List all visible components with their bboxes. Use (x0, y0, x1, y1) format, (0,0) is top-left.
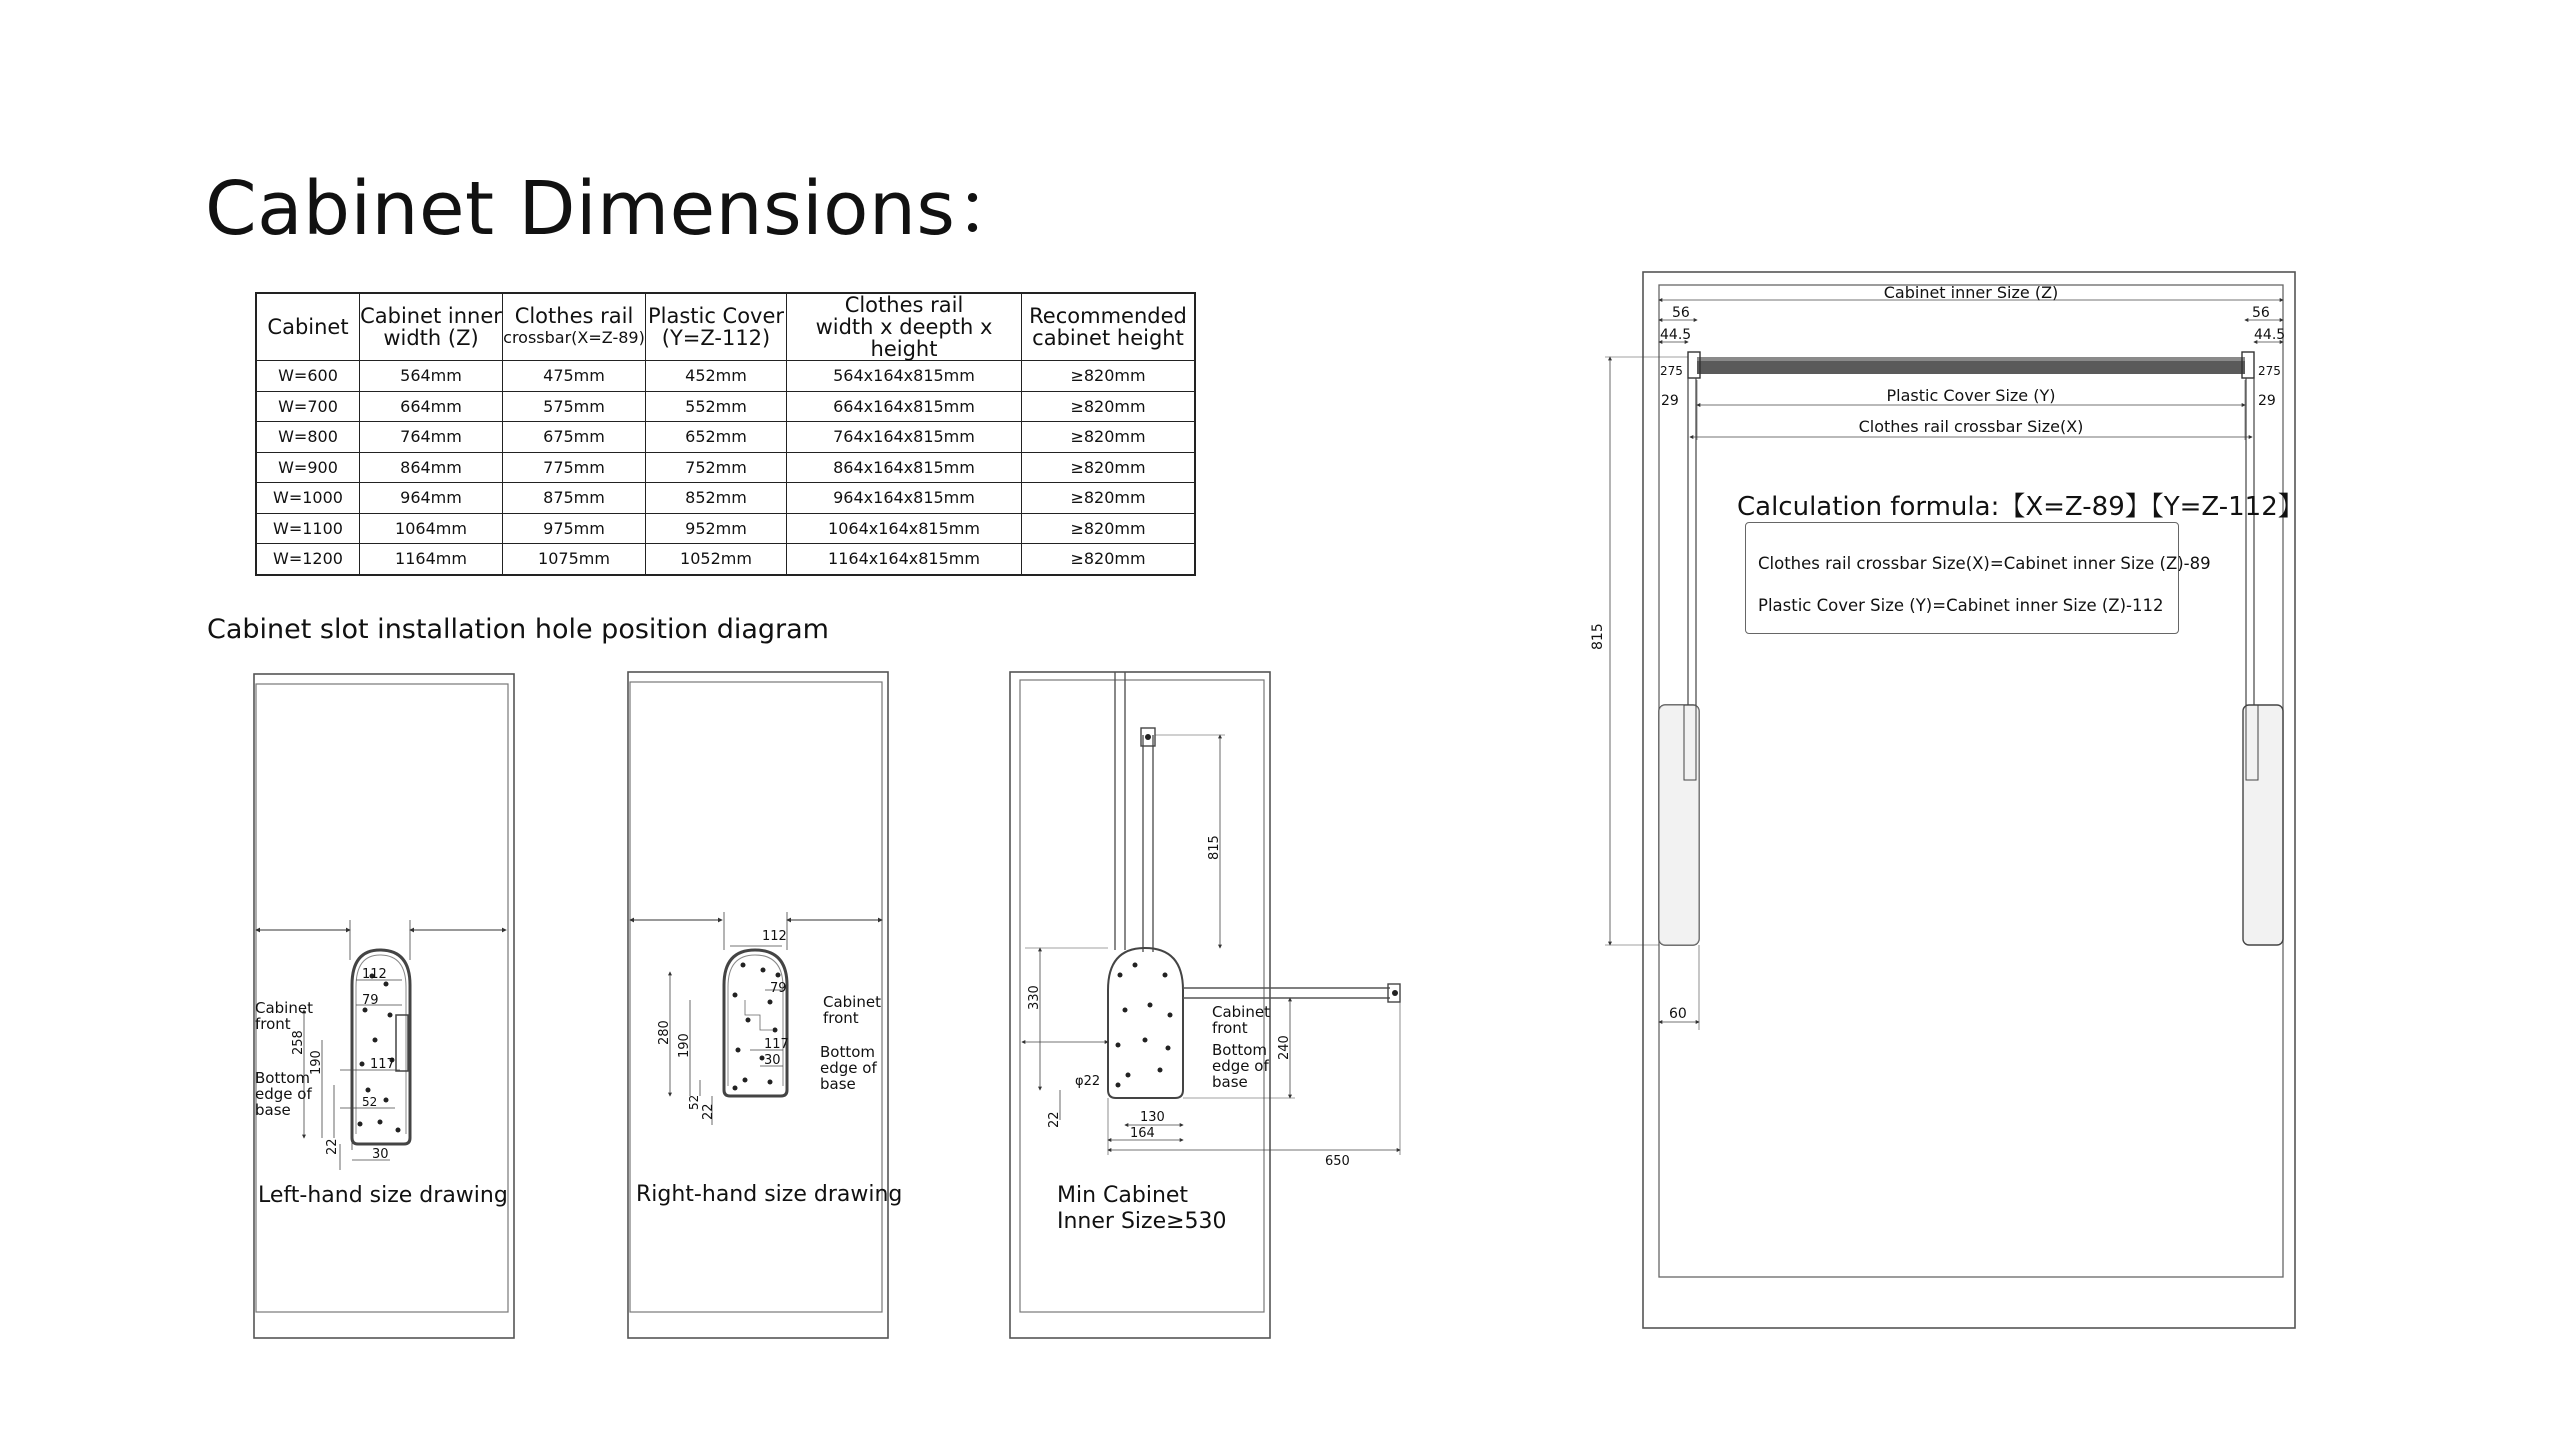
table-cell: 952mm (646, 513, 787, 544)
min-cabinet-front-label: Cabinet front (1212, 1003, 1270, 1037)
table-cell: 1064mm (360, 513, 503, 544)
section-subtitle: Cabinet slot installation hole position diagram (207, 614, 829, 645)
right-dim-22: 22 (701, 1103, 716, 1120)
calculation-formula: Calculation formula:【X=Z-89】【Y=Z-112】 (1737, 492, 2304, 522)
table-cell: W=1100 (256, 513, 360, 544)
table-cell: 1164x164x815mm (787, 544, 1022, 575)
table-cell: 964mm (360, 483, 503, 514)
table-cell: W=600 (256, 361, 360, 392)
min-caption-line1: Min Cabinet (1057, 1183, 1189, 1208)
left-dim-117: 117 (370, 1057, 395, 1072)
table-cell: W=1200 (256, 544, 360, 575)
left-hand-caption: Left-hand size drawing (258, 1183, 508, 1208)
table-cell: ≥820mm (1022, 391, 1196, 422)
table-cell: 475mm (503, 361, 646, 392)
table-cell: 1075mm (503, 544, 646, 575)
table-cell: 864mm (360, 452, 503, 483)
table-cell: W=800 (256, 422, 360, 453)
right-hand-caption: Right-hand size drawing (636, 1182, 903, 1207)
min-dim-330: 330 (1027, 985, 1042, 1010)
min-dim-164: 164 (1130, 1126, 1155, 1141)
table-cell: 975mm (503, 513, 646, 544)
table-cell: 664x164x815mm (787, 391, 1022, 422)
table-cell: 1052mm (646, 544, 787, 575)
table-cell: 875mm (503, 483, 646, 514)
min-caption-line2: Inner Size≥530 (1057, 1209, 1227, 1234)
right-cabinet-front-label: Cabinet front (823, 993, 881, 1027)
right-dim-52: 52 (687, 1094, 701, 1110)
dim-275-left: 275 (1660, 364, 1683, 378)
right-dim-112: 112 (762, 929, 787, 944)
left-dim-112: 112 (362, 967, 387, 982)
right-dim-190: 190 (677, 1033, 692, 1058)
formula-line-crossbar: Clothes rail crossbar Size(X)=Cabinet inner Size (Z)-89 (1758, 554, 2211, 573)
header-line2: crossbar(X=Z-89) (503, 328, 645, 347)
left-dim-30: 30 (372, 1147, 389, 1162)
left-dim-52: 52 (362, 1095, 378, 1109)
dim-29-left: 29 (1661, 393, 1679, 409)
dim-56-right: 56 (2252, 305, 2270, 321)
cabinet-inner-size-label: Cabinet inner Size (Z) (1883, 283, 2059, 302)
table-cell: W=1000 (256, 483, 360, 514)
table-cell: 864x164x815mm (787, 452, 1022, 483)
right-dim-280: 280 (657, 1020, 672, 1045)
header-line2: width (Z) (383, 326, 479, 350)
right-dim-117: 117 (764, 1037, 789, 1052)
dim-56-left: 56 (1672, 305, 1690, 321)
crossbar-size-label: Clothes rail crossbar Size(X) (1858, 417, 2084, 436)
table-cell: 564mm (360, 361, 503, 392)
header-line1: Cabinet inner (360, 304, 502, 328)
left-dim-190: 190 (309, 1050, 324, 1075)
cabinet-front-view (1590, 272, 2295, 1328)
table-cell: 964x164x815mm (787, 483, 1022, 514)
table-cell: 764x164x815mm (787, 422, 1022, 453)
left-dim-22: 22 (325, 1138, 340, 1155)
dim-44-5-left: 44.5 (1660, 327, 1692, 343)
table-cell: ≥820mm (1022, 513, 1196, 544)
right-dim-79: 79 (770, 981, 787, 996)
table-cell: 575mm (503, 391, 646, 422)
left-dim-79: 79 (362, 993, 379, 1008)
table-cell: ≥820mm (1022, 452, 1196, 483)
header-line2: cabinet height (1032, 326, 1184, 350)
min-dim-phi22: φ22 (1075, 1074, 1101, 1089)
formula-line-cover: Plastic Cover Size (Y)=Cabinet inner Size (Z)-112 (1758, 596, 2164, 615)
min-cabinet-drawing (1010, 672, 1400, 1338)
left-cabinet-front-label: Cabinet front (255, 999, 313, 1033)
table-cell: 675mm (503, 422, 646, 453)
table-cell: 564x164x815mm (787, 361, 1022, 392)
dim-44-5-right: 44.5 (2254, 327, 2286, 343)
right-bottom-edge-label: Bottom edge of base (820, 1043, 877, 1093)
table-cell: 764mm (360, 422, 503, 453)
dim-815: 815 (1590, 623, 1606, 650)
header-line2: width x deepth x height (815, 315, 993, 361)
left-bottom-edge-label: Bottom edge of base (255, 1069, 312, 1119)
header-line2: (Y=Z-112) (661, 326, 771, 350)
table-cell: 652mm (646, 422, 787, 453)
dim-60: 60 (1669, 1006, 1687, 1022)
table-cell: 752mm (646, 452, 787, 483)
plastic-cover-size-label: Plastic Cover Size (Y) (1886, 386, 2056, 405)
min-dim-130: 130 (1140, 1110, 1165, 1125)
table-cell: 552mm (646, 391, 787, 422)
dim-275-right: 275 (2258, 364, 2281, 378)
table-cell: 775mm (503, 452, 646, 483)
header-line1: Clothes rail (844, 293, 964, 317)
table-cell: 664mm (360, 391, 503, 422)
table-cell: ≥820mm (1022, 483, 1196, 514)
min-bottom-edge-label: Bottom edge of base (1212, 1041, 1269, 1091)
table-cell: 452mm (646, 361, 787, 392)
right-dim-30: 30 (764, 1053, 781, 1068)
min-dim-815: 815 (1207, 835, 1222, 860)
table-cell: 852mm (646, 483, 787, 514)
header-line1: Recommended (1029, 304, 1187, 328)
table-cell: W=900 (256, 452, 360, 483)
header-line1: Cabinet (267, 315, 349, 339)
page-title: Cabinet Dimensions： (205, 166, 1030, 252)
dim-29-right: 29 (2258, 393, 2276, 409)
min-dim-22: 22 (1047, 1111, 1062, 1128)
table-cell: ≥820mm (1022, 544, 1196, 575)
header-line1: Clothes rail (514, 304, 634, 328)
table-cell: ≥820mm (1022, 361, 1196, 392)
table-cell: 1164mm (360, 544, 503, 575)
header-line1: Plastic Cover (647, 304, 785, 328)
min-dim-240: 240 (1277, 1035, 1292, 1060)
left-dim-258: 258 (291, 1030, 306, 1055)
table-cell: ≥820mm (1022, 422, 1196, 453)
table-cell: W=700 (256, 391, 360, 422)
min-dim-650: 650 (1325, 1154, 1350, 1169)
formula-box (1745, 522, 2211, 634)
table-cell: 1064x164x815mm (787, 513, 1022, 544)
